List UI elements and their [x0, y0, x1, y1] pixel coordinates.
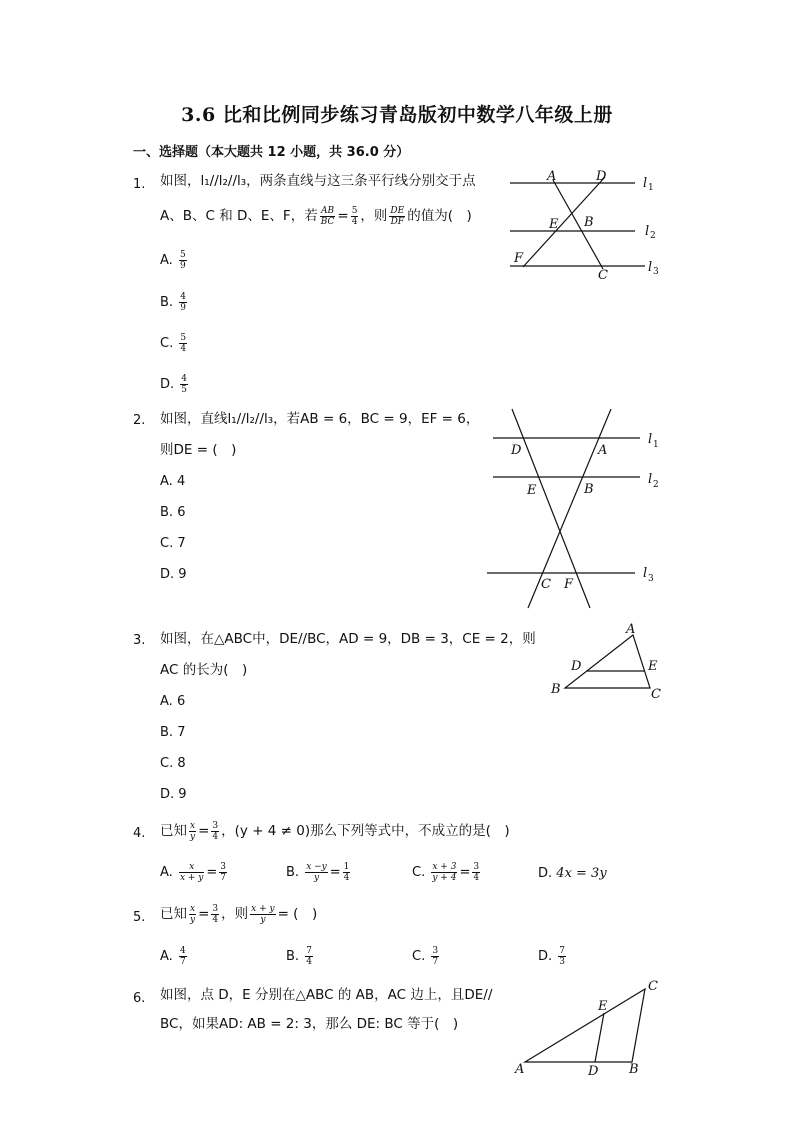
- q4-option-b[interactable]: B. $\frac{x -y}{y}$ = $\frac{1}{4}$: [286, 862, 350, 883]
- q1-label-l3: l: [648, 260, 653, 275]
- q1-option-d[interactable]: D. $\frac{4}{5}$: [160, 374, 188, 395]
- q1-frac-ask: $\frac{DE}{DF}$: [390, 205, 405, 227]
- q6-label-B: B: [629, 1062, 639, 1077]
- question-4-number: 4.: [133, 826, 146, 841]
- q3-option-a[interactable]: A. 6: [160, 694, 186, 709]
- q2-label-B: B: [584, 482, 594, 497]
- q5-frac-ask: $\frac{x + y}{y}$: [251, 903, 275, 925]
- q1-frac-given-value: $\frac{5}{4}$: [351, 205, 358, 227]
- q2-sub-1: 1: [653, 440, 659, 450]
- q6-label-A: A: [515, 1062, 525, 1077]
- q4-eq: =: [198, 823, 210, 839]
- q2-sub-2: 2: [653, 480, 659, 490]
- question-4-stem: [160, 820, 510, 842]
- q1-figure: [505, 165, 665, 285]
- q3-label-E: E: [648, 659, 658, 674]
- q5-stem-part-b: ，则: [221, 906, 249, 922]
- page-title: 3.6 比和比例同步练习青岛版初中数学八年级上册: [181, 104, 613, 126]
- q2-label-E: E: [527, 483, 537, 498]
- q3-label-A: A: [626, 622, 636, 637]
- q2-option-a[interactable]: A. 4: [160, 474, 186, 489]
- q4-option-a[interactable]: A. $\frac{x}{x + y}$ = $\frac{3}{7}$: [160, 862, 227, 883]
- q3-figure: [545, 620, 670, 705]
- q1-sub-3: 3: [653, 267, 659, 277]
- q1-stem-part-b: ，则: [360, 208, 388, 224]
- q5-frac-value: $\frac{3}{4}$: [212, 903, 219, 925]
- section-heading: 一、选择题（本大题共 12 小题，共 36.0 分）: [133, 145, 410, 160]
- q6-label-D: D: [588, 1064, 599, 1079]
- q1-label-C: C: [598, 268, 608, 283]
- question-3-stem-line2: AC 的长为( ): [160, 662, 248, 678]
- q6-figure: [510, 975, 665, 1080]
- question-2-stem-line2: 则DE = ( ): [160, 442, 237, 458]
- q2-label-l3: l: [643, 566, 648, 581]
- q1-label-D: D: [596, 169, 607, 184]
- q3-option-c[interactable]: C. 8: [160, 756, 186, 771]
- q1-label-F: F: [514, 251, 524, 266]
- q1-option-c[interactable]: C. $\frac{5}{4}$: [160, 333, 187, 354]
- q2-label-l1: l: [648, 432, 653, 447]
- q4-frac-value: $\frac{3}{4}$: [212, 820, 219, 842]
- question-5-stem: [160, 903, 317, 925]
- question-2-stem-line1: 如图，直线l₁//l₂//l₃，若AB = 6，BC = 9，EF = 6，: [160, 411, 480, 427]
- q1-eq: =: [337, 208, 349, 224]
- q2-label-D: D: [511, 443, 522, 458]
- q4-stem-part-a: 已知: [160, 823, 187, 839]
- q5-eq: =: [198, 906, 210, 922]
- question-1-stem-line2: [160, 205, 472, 227]
- q1-stem-part-a: A、B、C 和 D、E、F，若: [160, 208, 318, 224]
- q2-figure: [485, 405, 665, 610]
- q6-label-E: E: [598, 999, 608, 1014]
- q1-frac-given: $\frac{AB}{BC}$: [320, 205, 335, 227]
- q4-stem-part-b: ，(y + 4 ≠ 0)那么下列等式中，不成立的是( ): [221, 823, 510, 839]
- q1-stem-part-c: 的值为( ): [407, 208, 472, 224]
- q3-label-C: C: [651, 687, 661, 702]
- q2-option-d[interactable]: D. 9: [160, 567, 187, 582]
- q5-option-a[interactable]: A. $\frac{4}{7}$: [160, 946, 186, 967]
- question-1-stem-line1: 如图，l₁//l₂//l₃，两条直线与这三条平行线分别交于点: [160, 173, 476, 189]
- question-3-number: 3.: [133, 633, 146, 648]
- q5-frac-given: $\frac{x}{y}$: [190, 903, 196, 925]
- q5-option-b[interactable]: B. $\frac{7}{4}$: [286, 946, 312, 967]
- q3-option-d[interactable]: D. 9: [160, 787, 187, 802]
- q4-option-d[interactable]: D. 4x = 3y: [538, 866, 607, 881]
- q2-label-l2: l: [648, 472, 653, 487]
- q5-option-c[interactable]: C. $\frac{3}{7}$: [412, 946, 439, 967]
- question-6-number: 6.: [133, 991, 146, 1006]
- q1-label-E: E: [549, 217, 559, 232]
- q1-option-a[interactable]: A. $\frac{5}{9}$: [160, 250, 186, 271]
- question-6-stem-line1: 如图，点 D，E 分别在△ABC 的 AB，AC 边上，且DE//: [160, 987, 493, 1003]
- q2-label-F: F: [564, 577, 574, 592]
- q2-option-b[interactable]: B. 6: [160, 505, 186, 520]
- q5-option-d[interactable]: D. $\frac{7}{3}$: [538, 946, 566, 967]
- q4-frac-given: $\frac{x}{y}$: [190, 820, 196, 842]
- q2-sub-3: 3: [648, 574, 654, 584]
- q1-sub-2: 2: [650, 231, 656, 241]
- q2-option-c[interactable]: C. 7: [160, 536, 186, 551]
- question-1-number: 1.: [133, 177, 146, 192]
- q4-option-c[interactable]: C. $\frac{x + 3}{y + 4}$ = $\frac{3}{4}$: [412, 862, 480, 883]
- question-2-number: 2.: [133, 413, 146, 428]
- q3-option-b[interactable]: B. 7: [160, 725, 186, 740]
- q6-label-C: C: [648, 979, 658, 994]
- q1-option-b[interactable]: B. $\frac{4}{9}$: [160, 292, 186, 313]
- q2-label-C: C: [541, 577, 551, 592]
- q1-label-A: A: [547, 169, 557, 184]
- q1-sub-1: 1: [648, 183, 654, 193]
- q1-label-B: B: [584, 215, 594, 230]
- q3-label-D: D: [571, 659, 582, 674]
- question-6-stem-line2: BC，如果AD: AB = 2: 3，那么 DE: BC 等于( ): [160, 1016, 459, 1032]
- q1-label-l1: l: [643, 176, 648, 191]
- question-5-number: 5.: [133, 910, 146, 925]
- q1-label-l2: l: [645, 224, 650, 239]
- q5-stem-part-a: 已知: [160, 906, 187, 922]
- q3-label-B: B: [551, 682, 561, 697]
- question-3-stem-line1: 如图，在△ABC中，DE//BC，AD = 9，DB = 3，CE = 2，则: [160, 631, 536, 647]
- q5-stem-part-c: = ( ): [277, 906, 318, 922]
- q2-label-A: A: [598, 443, 608, 458]
